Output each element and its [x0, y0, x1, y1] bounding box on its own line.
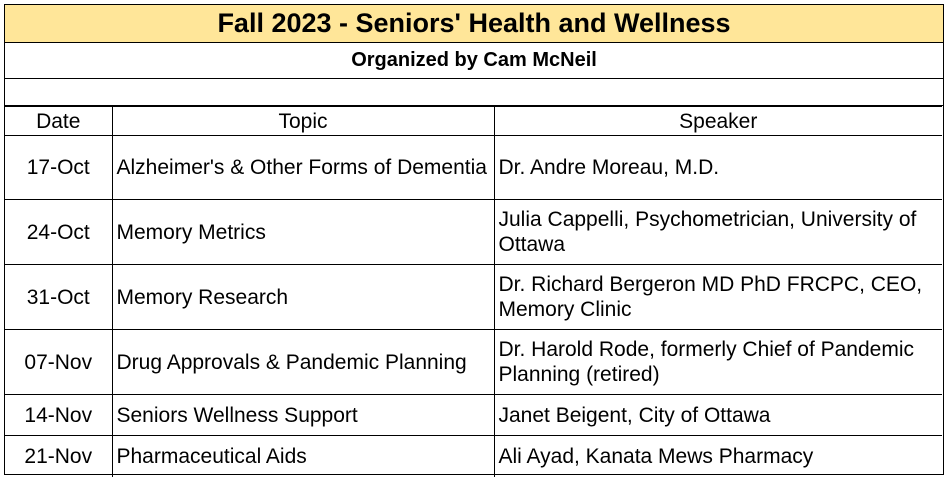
- speaker-cell: Dr. Richard Bergeron MD PhD FRCPC, CEO, Memory Clinic: [494, 265, 942, 330]
- blank-row: [5, 79, 943, 106]
- column-header-date: Date: [5, 107, 112, 136]
- topic-cell: Pharmaceutical Aids: [112, 436, 494, 477]
- date-cell: 14-Nov: [5, 395, 112, 436]
- date-cell: 07-Nov: [5, 330, 112, 395]
- topic-cell: Memory Research: [112, 265, 494, 330]
- speaker-cell: Ali Ayad, Kanata Mews Pharmacy: [494, 436, 942, 477]
- organizer-line: Organized by Cam McNeil: [5, 43, 943, 79]
- table-row: [5, 436, 942, 477]
- column-header-topic: Topic: [112, 107, 494, 136]
- schedule-sheet: [4, 4, 944, 475]
- date-cell: 31-Oct: [5, 265, 112, 330]
- topic-cell: Drug Approvals & Pandemic Planning: [112, 330, 494, 395]
- speaker-cell: Julia Cappelli, Psychometrician, University of Ottawa: [494, 200, 942, 265]
- sheet-title: Fall 2023 - Seniors' Health and Wellness: [5, 5, 943, 43]
- topic-cell: Seniors Wellness Support: [112, 395, 494, 436]
- topic-cell: Memory Metrics: [112, 200, 494, 265]
- table-row: [5, 395, 942, 436]
- date-cell: 24-Oct: [5, 200, 112, 265]
- table-row: [5, 200, 942, 265]
- table-row: [5, 136, 942, 200]
- speaker-cell: Dr. Harold Rode, formerly Chief of Pandemic Planning (retired): [494, 330, 942, 395]
- table-row: [5, 330, 942, 395]
- topic-cell: Alzheimer's & Other Forms of Dementia: [112, 136, 494, 200]
- date-cell: 17-Oct: [5, 136, 112, 200]
- column-header-speaker: Speaker: [494, 107, 942, 136]
- header-row: [5, 107, 942, 136]
- date-cell: 21-Nov: [5, 436, 112, 477]
- speaker-cell: Dr. Andre Moreau, M.D.: [494, 136, 942, 200]
- table-row: [5, 265, 942, 330]
- schedule-table: [5, 106, 942, 477]
- speaker-cell: Janet Beigent, City of Ottawa: [494, 395, 942, 436]
